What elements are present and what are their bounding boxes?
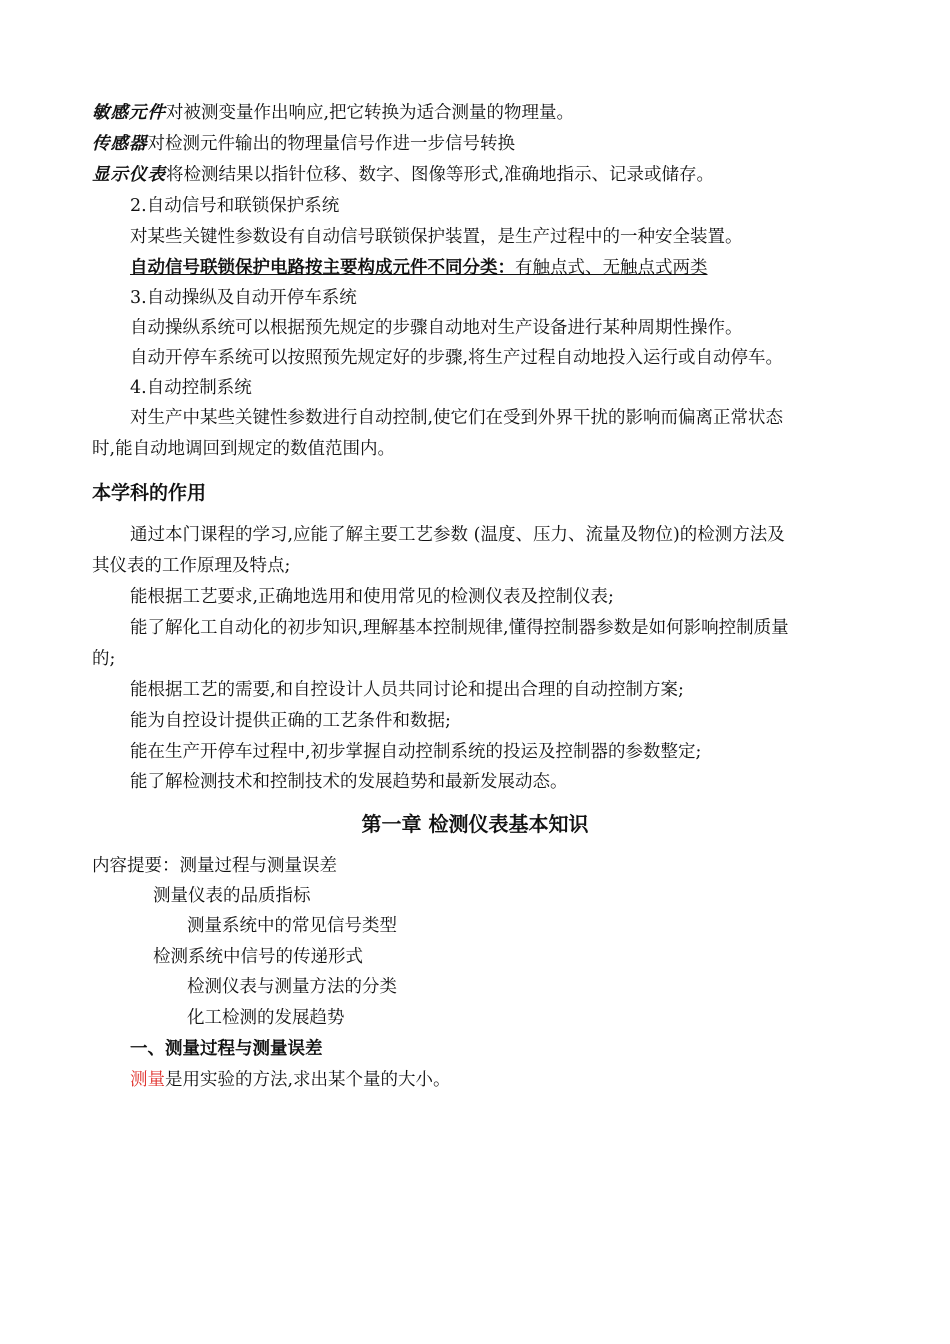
summary-item: 化工检测的发展趋势 <box>187 1008 345 1028</box>
section-2-title: 2.自动信号和联锁保护系统 <box>130 196 340 216</box>
section-2-classification <box>130 256 708 280</box>
summary-item: 测量系统中的常见信号类型 <box>187 916 397 936</box>
desc-display-instrument: 将检测结果以指针位移、数字、图像等形式,准确地指示、记录或储存。 <box>166 165 715 185</box>
section-3-body-2: 自动开停车系统可以按照预先规定好的步骤,将生产过程自动地投入运行或自动停车。 <box>130 348 784 368</box>
term-display-instrument: 显示仪表 <box>92 165 166 185</box>
definition-text: 是用实验的方法,求出某个量的大小。 <box>165 1070 451 1090</box>
summary-line-1 <box>92 854 337 878</box>
role-p3-line-2: 的; <box>92 649 116 669</box>
summary-label: 内容提要： <box>92 856 180 876</box>
term-sensor: 传感器 <box>92 134 148 154</box>
section-4-title: 4.自动控制系统 <box>130 378 252 398</box>
section-3-title: 3.自动操纵及自动开停车系统 <box>130 288 357 308</box>
definition-sensor <box>92 132 515 156</box>
role-p4: 能根据工艺的需要,和自控设计人员共同讨论和提出合理的自动控制方案; <box>130 680 684 700</box>
definition-sensitive-element <box>92 101 574 125</box>
desc-sensitive-element: 对被测变量作出响应,把它转换为适合测量的物理量。 <box>166 103 575 123</box>
role-p6: 能在生产开停车过程中,初步掌握自动控制系统的投运及控制器的参数整定; <box>130 742 702 762</box>
classification-bold: 自动信号联锁保护电路按主要构成元件不同分类： <box>130 258 515 278</box>
summary-item: 测量仪表的品质指标 <box>153 886 311 906</box>
definition-display-instrument <box>92 163 714 187</box>
summary-item: 测量过程与测量误差 <box>179 856 337 876</box>
desc-sensor: 对检测元件输出的物理量信号作进一步信号转换 <box>147 134 515 154</box>
classification-rest: 有触点式、无触点式两类 <box>515 258 708 278</box>
section-3-body-1: 自动操纵系统可以根据预先规定的步骤自动地对生产设备进行某种周期性操作。 <box>130 318 743 338</box>
role-p2: 能根据工艺要求,正确地选用和使用常见的检测仪表及控制仪表; <box>130 587 614 607</box>
measurement-definition <box>130 1068 451 1092</box>
role-p7: 能了解检测技术和控制技术的发展趋势和最新发展动态。 <box>130 772 568 792</box>
role-p1-line-1: 通过本门课程的学习,应能了解主要工艺参数 (温度、压力、流量及物位)的检测方法及 <box>130 525 785 545</box>
summary-item: 检测仪表与测量方法的分类 <box>187 977 397 997</box>
definition-term-measurement: 测量 <box>130 1070 165 1090</box>
role-heading: 本学科的作用 <box>92 482 207 504</box>
role-p1-line-2: 其仪表的工作原理及特点; <box>92 556 291 576</box>
section-1-heading: 一、测量过程与测量误差 <box>130 1039 323 1059</box>
section-2-body: 对某些关键性参数设有自动信号联锁保护装置，是生产过程中的一种安全装置。 <box>130 227 743 247</box>
summary-item: 检测系统中信号的传递形式 <box>153 947 363 967</box>
role-p3-line-1: 能了解化工自动化的初步知识,理解基本控制规律,懂得控制器参数是如何影响控制质量 <box>130 618 789 638</box>
section-4-body-line-1: 对生产中某些关键性参数进行自动控制,使它们在受到外界干扰的影响而偏离正常状态 <box>130 408 784 428</box>
term-sensitive-element: 敏感元件 <box>92 103 166 123</box>
section-4-body-line-2: 时,能自动地调回到规定的数值范围内。 <box>92 439 396 459</box>
chapter-title: 第一章 检测仪表基本知识 <box>361 812 589 836</box>
role-p5: 能为自控设计提供正确的工艺条件和数据; <box>130 711 451 731</box>
